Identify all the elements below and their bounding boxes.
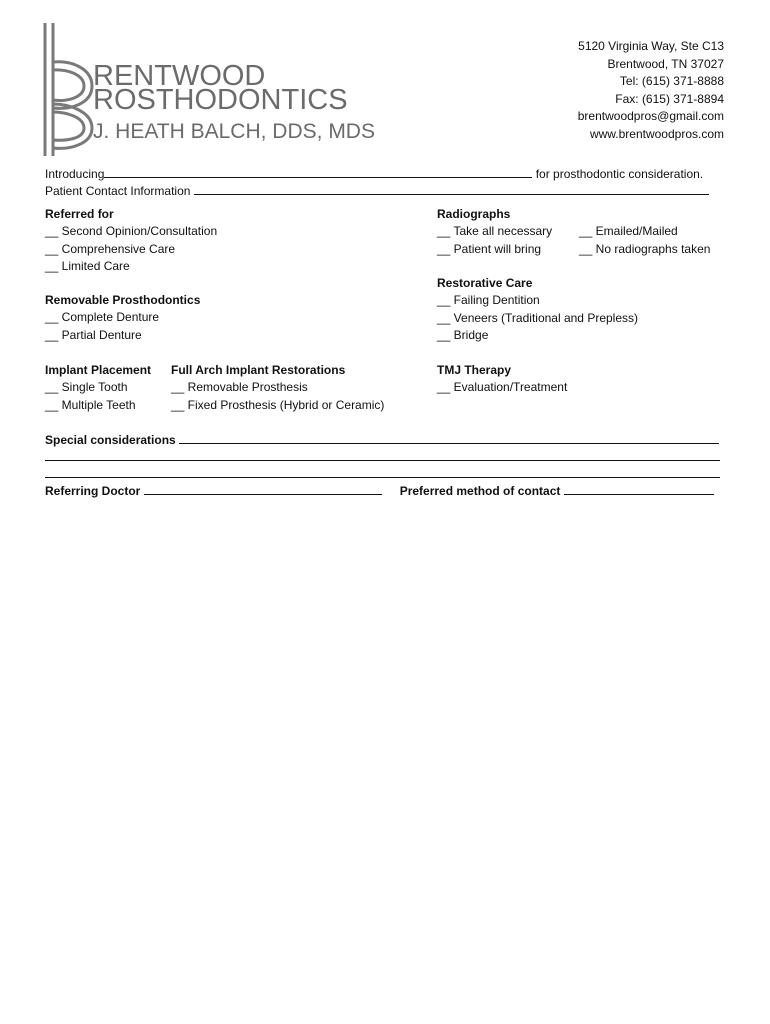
radiograph-option-none[interactable]: __ No radiographs taken: [579, 241, 711, 256]
referred-option-limited[interactable]: __ Limited Care: [45, 259, 130, 274]
referred-option-comprehensive[interactable]: __ Comprehensive Care: [45, 241, 176, 256]
patient-contact-label: Patient Contact Information: [45, 184, 194, 198]
practice-contact-block: [578, 38, 724, 143]
referring-doctor-label: Referring Doctor: [45, 484, 144, 498]
restorative-heading: Restorative Care: [437, 276, 533, 290]
practice-logo: [40, 20, 375, 160]
implant-section: [45, 362, 151, 414]
referred-option-second-opinion[interactable]: __ Second Opinion/Consultation: [45, 224, 218, 239]
removable-section: [45, 292, 200, 344]
logo-doctor-name: J. HEATH BALCH, DDS, MDS: [93, 120, 375, 143]
full-arch-section: [171, 362, 384, 414]
special-considerations-line-3: [45, 466, 725, 481]
tmj-section: [437, 362, 567, 397]
referring-doctor-field[interactable]: [144, 483, 382, 495]
logo-brand-line-1: RENTWOOD: [93, 60, 266, 92]
referred-for-section: [45, 206, 217, 276]
fax: Fax: (615) 371-8894: [615, 91, 724, 106]
patient-contact-row: [45, 183, 725, 198]
radiograph-option-take-all[interactable]: __ Take all necessary: [437, 224, 553, 239]
referring-row: [45, 483, 725, 498]
address-line-1: 5120 Virginia Way, Ste C13: [578, 39, 724, 53]
removable-option-partial[interactable]: __ Partial Denture: [45, 327, 142, 342]
radiograph-option-patient-bring[interactable]: __ Patient will bring: [437, 241, 542, 256]
restorative-option-veneers[interactable]: __ Veneers (Traditional and Prepless): [437, 310, 638, 325]
tmj-heading: TMJ Therapy: [437, 363, 512, 377]
website: www.brentwoodpros.com: [589, 126, 724, 141]
preferred-contact-label: Preferred method of contact: [399, 484, 564, 498]
special-considerations-row: [45, 432, 725, 447]
telephone: Tel: (615) 371-8888: [619, 74, 724, 88]
radiographs-section: [437, 206, 552, 258]
restorative-section: [437, 275, 638, 345]
referred-for-heading: Referred for: [45, 207, 114, 221]
radiographs-heading: Radiographs: [437, 207, 511, 221]
implant-option-multiple[interactable]: __ Multiple Teeth: [45, 397, 136, 412]
special-considerations-field-2[interactable]: [45, 449, 720, 461]
removable-option-complete[interactable]: __ Complete Denture: [45, 310, 160, 325]
email: brentwoodpros@gmail.com: [577, 109, 724, 123]
radiographs-section-col2: [579, 223, 710, 258]
logo-brand-line-2: ROSTHODONTICS: [93, 84, 348, 116]
patient-contact-field[interactable]: [194, 183, 709, 195]
implant-option-single[interactable]: __ Single Tooth: [45, 380, 128, 395]
special-considerations-field[interactable]: [179, 432, 719, 444]
introducing-row: [45, 166, 725, 181]
removable-heading: Removable Prosthodontics: [45, 293, 201, 307]
radiograph-option-emailed[interactable]: __ Emailed/Mailed: [579, 224, 678, 239]
introducing-label: Introducing: [45, 167, 105, 181]
address-line-2: Brentwood, TN 37027: [607, 56, 724, 71]
special-considerations-label: Special considerations: [45, 433, 180, 447]
implant-heading: Implant Placement: [45, 363, 152, 377]
preferred-contact-field[interactable]: [564, 483, 714, 495]
full-arch-option-fixed[interactable]: __ Fixed Prosthesis (Hybrid or Ceramic): [171, 397, 385, 412]
restorative-option-failing[interactable]: __ Failing Dentition: [437, 293, 540, 308]
special-considerations-line-2: [45, 449, 725, 464]
logo-bp-monogram-icon: [40, 20, 100, 160]
introducing-suffix: for prosthodontic consideration.: [532, 167, 704, 181]
special-considerations-field-3[interactable]: [45, 466, 720, 478]
full-arch-heading: Full Arch Implant Restorations: [171, 363, 346, 377]
full-arch-option-removable[interactable]: __ Removable Prosthesis: [171, 380, 308, 395]
patient-name-field[interactable]: [104, 166, 532, 178]
tmj-option-evaluation[interactable]: __ Evaluation/Treatment: [437, 380, 568, 395]
restorative-option-bridge[interactable]: __ Bridge: [437, 328, 489, 343]
